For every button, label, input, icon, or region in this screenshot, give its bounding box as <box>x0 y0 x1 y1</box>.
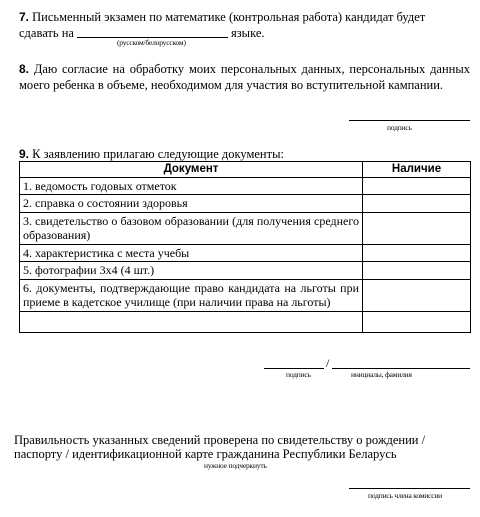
availability-cell[interactable] <box>363 212 471 244</box>
paragraph-8-number: 8. <box>19 62 30 76</box>
table-row <box>20 262 471 280</box>
paragraph-8-text: Даю согласие на обработку моих персональных данных, персональных данных моего ребенка в объеме, необходимом для участия во вступительной кампании. <box>19 62 471 92</box>
applicant-signature-line[interactable] <box>264 368 324 369</box>
document-cell: 2. справка о состоянии здоровья <box>20 195 363 213</box>
availability-cell[interactable] <box>363 311 471 332</box>
document-cell: 1. ведомость годовых отметок <box>20 177 363 195</box>
document-cell: 6. документы, подтверждающие право кандидата на льготы при приеме в кадетское училище (при наличии права на льготы) <box>20 279 363 311</box>
paragraph-7-number: 7. <box>19 10 30 24</box>
availability-cell[interactable] <box>363 279 471 311</box>
document-cell[interactable] <box>20 311 363 332</box>
table-row <box>20 212 471 244</box>
paragraph-7-text: Письменный экзамен по математике (контрольная работа) кандидат будет <box>32 10 426 24</box>
paragraph-8 <box>19 61 470 93</box>
paragraph-9-number: 9. <box>19 147 30 161</box>
signature-slash: / <box>326 356 330 370</box>
table-row <box>20 177 471 195</box>
document-cell: 4. характеристика с места учебы <box>20 244 363 262</box>
applicant-name-caption: инициалы, фамилия <box>351 370 412 379</box>
verification-line-1: Правильность указанных сведений проверена по свидетельству о рождении / <box>14 433 426 447</box>
consent-signature-caption: подпись <box>387 123 412 132</box>
commission-signature-caption: подпись члена комиссии <box>368 491 442 500</box>
availability-cell[interactable] <box>363 244 471 262</box>
availability-cell[interactable] <box>363 177 471 195</box>
documents-table <box>19 161 471 333</box>
document-cell: 3. свидетельство о базовом образовании (для получения среднего образования) <box>20 212 363 244</box>
document-cell: 5. фотографии 3х4 (4 шт.) <box>20 262 363 280</box>
verification-hint: нужное подчеркнуть <box>204 461 267 470</box>
table-row <box>20 244 471 262</box>
verification-line-2: паспорту / идентификационной карте гражданина Республики Беларусь <box>14 447 397 461</box>
applicant-name-line[interactable] <box>332 368 470 369</box>
consent-signature-line[interactable] <box>349 120 470 121</box>
table-row <box>20 279 471 311</box>
table-row-empty <box>20 311 471 332</box>
availability-cell[interactable] <box>363 262 471 280</box>
language-hint: (русском/белорусском) <box>117 38 186 47</box>
paragraph-7-line2-start: сдавать на <box>19 26 74 40</box>
paragraph-9 <box>19 146 470 162</box>
paragraph-7-line2-end: языке. <box>231 26 265 40</box>
column-header-document: Документ <box>20 162 363 178</box>
paragraph-9-text: К заявлению прилагаю следующие документы: <box>32 147 284 161</box>
column-header-availability: Наличие <box>363 162 471 178</box>
applicant-signature-caption: подпись <box>286 370 311 379</box>
paragraph-7 <box>19 9 470 25</box>
availability-cell[interactable] <box>363 195 471 213</box>
commission-signature-line[interactable] <box>349 488 470 489</box>
table-row <box>20 195 471 213</box>
table-header-row <box>20 162 471 178</box>
